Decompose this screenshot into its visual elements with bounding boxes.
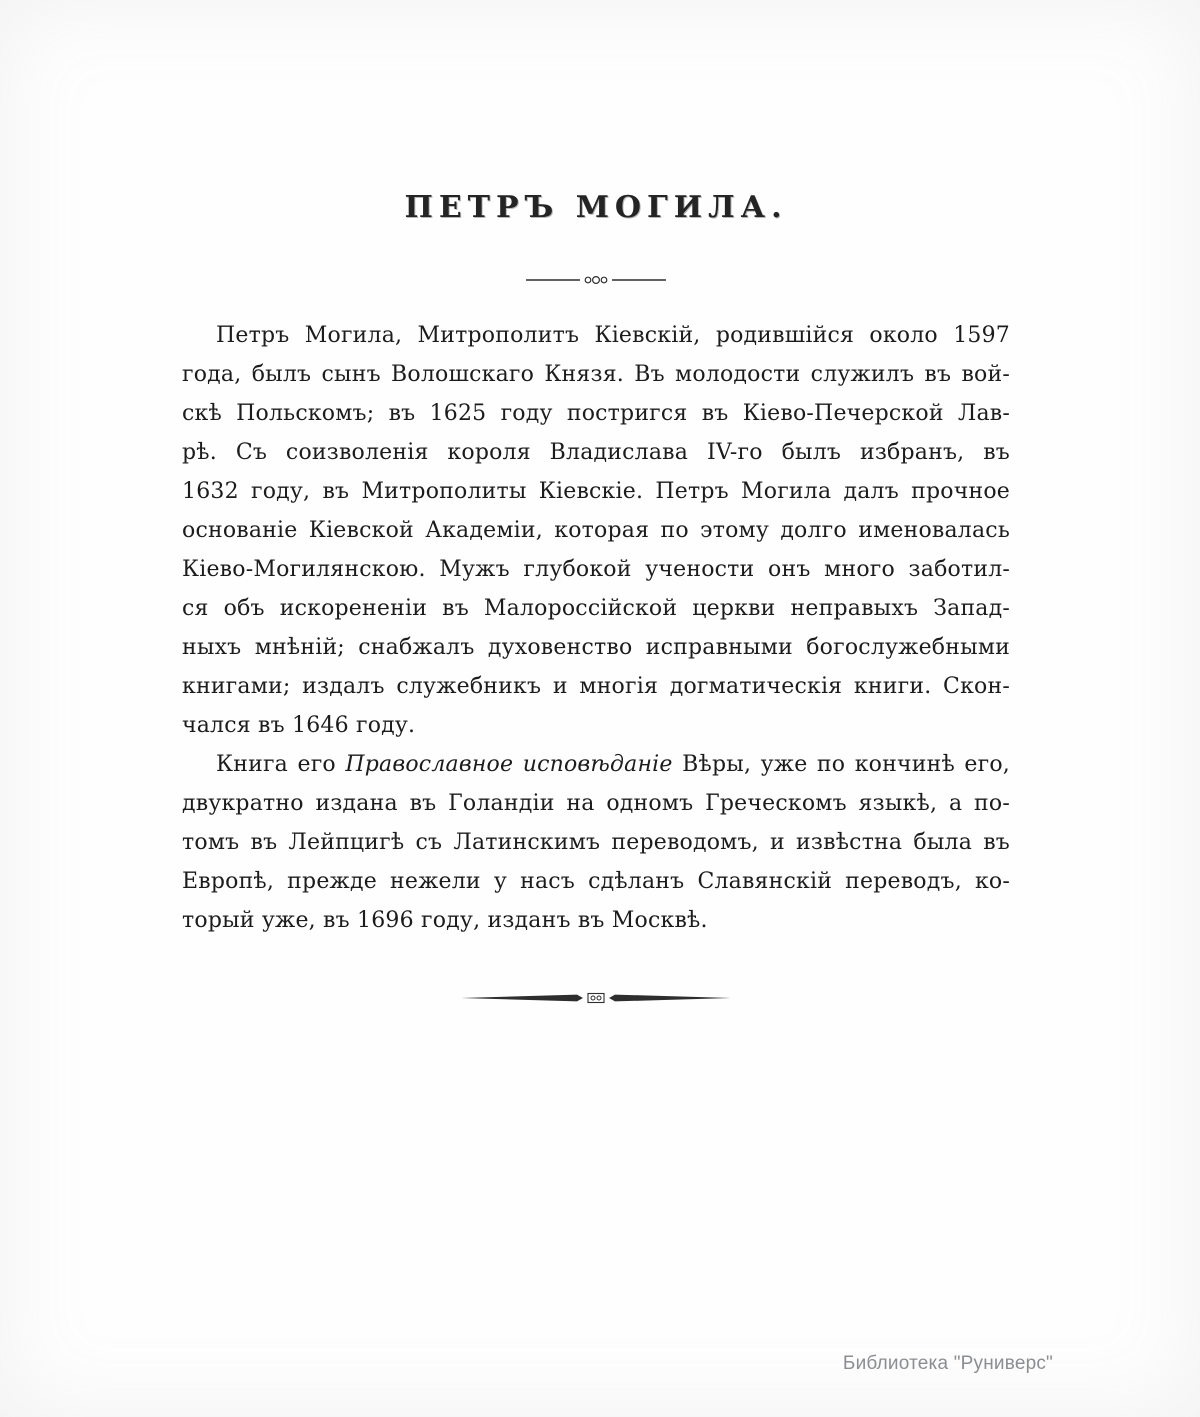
page-title: ПЕТРЪ МОГИЛА. xyxy=(404,190,788,225)
text-line: ныхъ мнѣній; снабжалъ духовенство исправными богослужебными xyxy=(182,635,1010,660)
text-line xyxy=(182,745,1010,784)
text-line: Петръ Могила, Митрополитъ Кіевскій, родившійся около 1597 xyxy=(216,323,1010,348)
text-segment: Книга его xyxy=(216,752,346,777)
text-line: двукратно издана въ Голандіи на одномъ Греческомъ языкѣ, а по- xyxy=(182,791,1010,816)
text-line: торый уже, въ 1696 году, изданъ въ Москвѣ. xyxy=(182,908,708,933)
paragraph-2 xyxy=(182,745,1010,940)
text-line: томъ въ Лейпцигѣ съ Латинскимъ переводомъ, и извѣстна была въ xyxy=(182,830,1010,855)
book-title-italic: Православное исповѣданіе xyxy=(345,752,673,777)
paragraph-1 xyxy=(182,316,1010,745)
library-watermark: Библиотека "Руниверс" xyxy=(842,1353,1053,1374)
text-line: года, былъ сынъ Волошскаго Князя. Въ молодости служилъ въ вой- xyxy=(182,362,1010,387)
text-line: Европѣ, прежде нежели у насъ сдѣланъ Славянскій переводъ, ко- xyxy=(182,869,1010,894)
text-line: чался въ 1646 году. xyxy=(182,713,416,738)
article-body xyxy=(182,316,1010,940)
end-divider-ornament-icon xyxy=(461,990,731,1010)
text-line: Кіево-Могилянскою. Мужъ глубокой учености онъ много заботил- xyxy=(182,557,1010,582)
text-line: 1632 году, въ Митрополиты Кіевскіе. Петръ Могила далъ прочное xyxy=(182,479,1010,504)
text-line: рѣ. Съ соизволенія короля Владислава IV-го былъ избранъ, въ xyxy=(182,440,1010,465)
text-line: основаніе Кіевской Академіи, которая по этому долго именовалась xyxy=(182,518,1010,543)
text-line: ся объ искорененіи въ Малороссійской церкви неправыхъ Запад- xyxy=(182,596,1010,621)
text-segment: Вѣры, уже по кончинѣ его, xyxy=(672,752,1010,777)
text-line: скѣ Польскомъ; въ 1625 году постригся въ Кіево-Печерской Лав- xyxy=(182,401,1010,426)
title-divider-ornament-icon xyxy=(526,271,666,290)
text-line: книгами; издалъ служебникъ и многія догматическія книги. Скон- xyxy=(182,674,1010,699)
